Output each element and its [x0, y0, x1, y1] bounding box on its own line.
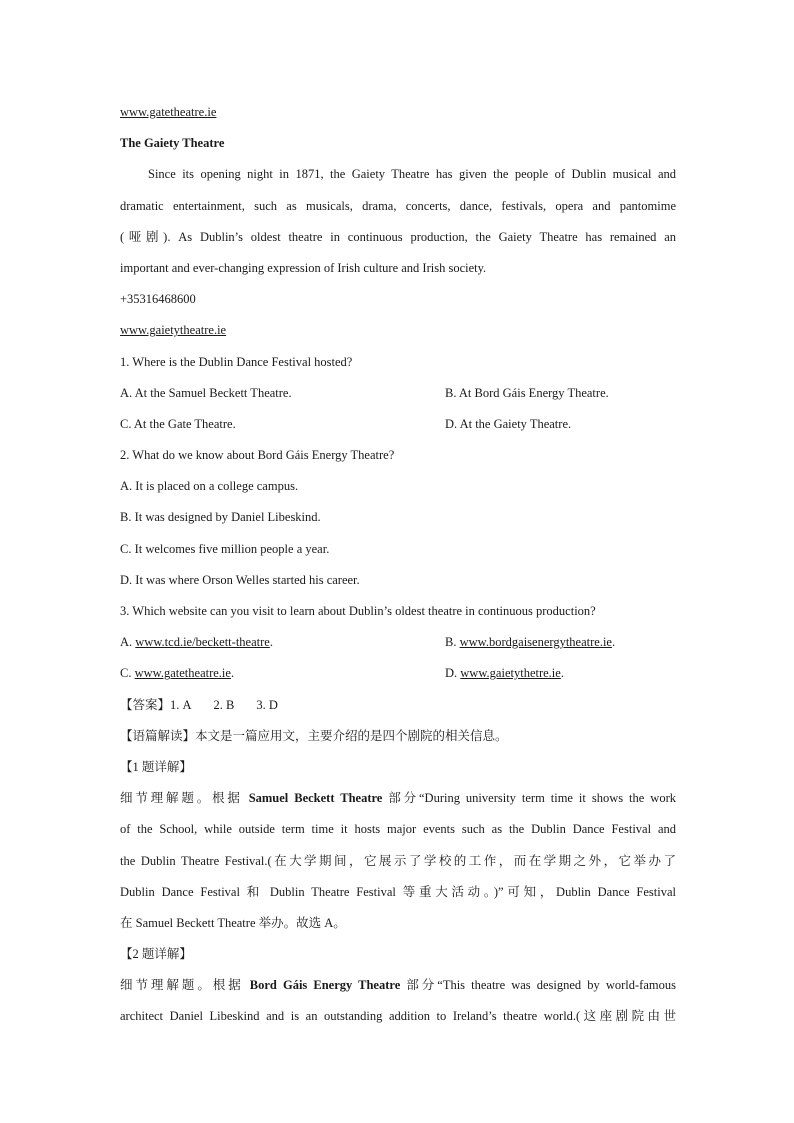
question-2-option-a: A. It is placed on a college campus.: [120, 479, 299, 494]
detail-2-quote-start: 部分“This theatre was designed by world-famous: [400, 978, 676, 993]
option-letter: D.: [445, 666, 461, 681]
detail-1-section-name: Samuel Beckett Theatre: [248, 791, 383, 806]
gaiety-website-link[interactable]: www.gaietytheatre.ie: [120, 323, 227, 338]
answer-label: 【答案】: [120, 697, 171, 712]
detail-1-quote-start: 部分“During university term time it shows the work: [382, 791, 676, 806]
detail-1-line: the Dublin Theatre Festival.(在大学期间，它展示了学校的工作，而在学期之外，它举办了: [120, 853, 676, 868]
question-3-options-row: [120, 630, 676, 661]
gate-url-line: [120, 100, 676, 131]
option-b-link[interactable]: www.bordgaisenergytheatre.ie: [459, 635, 612, 650]
question-1-options-row: [120, 412, 676, 443]
answer-2: 2. B: [213, 697, 235, 712]
detail-1-prefix: 细节理解题。根据: [120, 791, 249, 806]
question-3-option-a: [120, 630, 445, 661]
option-letter: C.: [120, 666, 135, 681]
option-a-link[interactable]: www.tcd.ie/beckett-theatre: [135, 635, 270, 650]
gaiety-paragraph-line: important and ever-changing expression of Irish culture and Irish society.: [120, 260, 487, 275]
question-3-stem: 3. Which website can you visit to learn about Dublin’s oldest theatre in continuous production?: [120, 604, 596, 618]
answer-3: 3. D: [256, 697, 278, 712]
answer-line: [120, 693, 676, 724]
option-period: .: [611, 635, 616, 650]
detail-2-prefix: 细节理解题。根据: [120, 978, 250, 993]
question-1-options-row: [120, 381, 676, 412]
question-2-option-b: B. It was designed by Daniel Libeskind.: [120, 510, 321, 525]
detail-1-line: [120, 786, 676, 817]
option-period: .: [560, 666, 564, 681]
question-3-option-b: [445, 630, 676, 661]
answer-1: 1. A: [170, 697, 192, 712]
detail-2-line: architect Daniel Libeskind and is an outstanding addition to Ireland’s theatre world.(这座剧院由世: [120, 1009, 676, 1024]
reading-text: 本文是一篇应用文，主要介绍的是四个剧院的相关信息。: [195, 728, 508, 743]
gaiety-paragraph-line: (哑剧). As Dublin’s oldest theatre in continuous production, the Gaiety Theatre has remained an: [120, 229, 676, 244]
question-1-option-c: C. At the Gate Theatre.: [120, 416, 236, 431]
question-1-option-a: A. At the Samuel Beckett Theatre.: [120, 385, 292, 400]
question-1-option-d: D. At the Gaiety Theatre.: [445, 416, 572, 431]
question-3-option-c: [120, 661, 445, 692]
question-1-option-b: B. At Bord Gáis Energy Theatre.: [445, 385, 609, 400]
detail-2-heading: 【2 题详解】: [120, 947, 192, 962]
detail-2-section-name: Bord Gáis Energy Theatre: [249, 978, 401, 993]
detail-1-line: Dublin Dance Festival 和 Dublin Theatre Festival 等重大活动。)”可知，Dublin Dance Festival: [120, 884, 676, 899]
option-letter: B.: [445, 635, 460, 650]
reading-label: 【语篇解读】: [120, 728, 196, 743]
question-2-option-d: D. It was where Orson Welles started his career.: [120, 572, 360, 587]
gaiety-paragraph-line: dramatic entertainment, such as musicals, drama, concerts, dance, festivals, opera and pantomime: [120, 198, 676, 213]
question-2-option-c: C. It welcomes five million people a year.: [120, 541, 330, 556]
document-page: [120, 100, 676, 1036]
option-d-link[interactable]: www.gaietythetre.ie: [460, 666, 561, 681]
gaiety-paragraph-line: Since its opening night in 1871, the Gaiety Theatre has given the people of Dublin musical and: [148, 167, 676, 182]
detail-1-line: of the School, while outside term time it hosts major events such as the Dublin Dance Festival and: [120, 822, 676, 837]
gaiety-title: The Gaiety Theatre: [120, 136, 225, 151]
detail-1-heading: 【1 题详解】: [120, 759, 192, 774]
detail-2-line: [120, 973, 676, 1004]
option-period: .: [230, 666, 235, 681]
gaiety-url-line: [120, 318, 676, 349]
question-1-stem: 1. Where is the Dublin Dance Festival hosted?: [120, 354, 353, 369]
option-period: .: [269, 635, 273, 650]
gaiety-phone: +35316468600: [120, 292, 196, 307]
option-c-link[interactable]: www.gatetheatre.ie: [134, 666, 231, 681]
detail-1-line: 在 Samuel Beckett Theatre 举办。故选 A。: [120, 915, 346, 930]
option-letter: A.: [120, 635, 136, 650]
gate-website-link[interactable]: www.gatetheatre.ie: [120, 105, 217, 119]
question-3-options-row: [120, 661, 676, 692]
question-2-stem: 2. What do we know about Bord Gáis Energy Theatre?: [120, 448, 395, 463]
reading-line: [120, 724, 676, 755]
question-3-option-d: [445, 661, 676, 692]
